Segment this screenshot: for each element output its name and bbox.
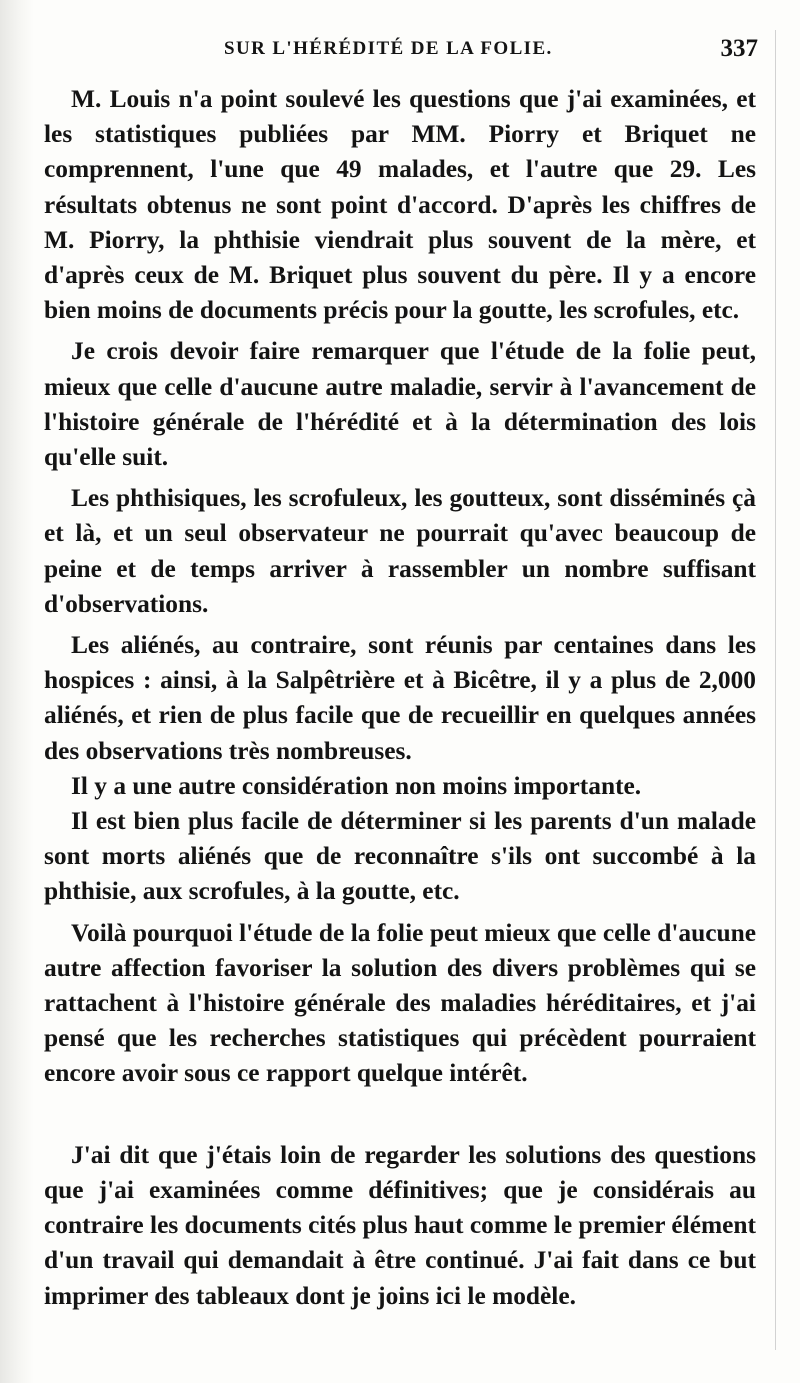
- paragraph: M. Louis n'a point soulevé les questions que j'ai examinées, et les statistiques publiées par MM. Piorry et Briquet ne comprennent, l'une que 49 malades, et l'autre que 29. Les résultats obtenus ne sont point d'accord. D'après les chiffres de M. Piorry, la phthisie viendrait plus souvent de la mère, et d'après ceux de M. Briquet plus souvent du père. Il y a encore bien moins de documents précis pour la goutte, les scrofules, etc.: [44, 85, 756, 325]
- paragraph: Je crois devoir faire remarquer que l'étude de la folie peut, mieux que celle d'aucune autre maladie, servir à l'avancement de l'histoire générale de l'hérédité et à la détermination des lois qu'elle suit.: [44, 337, 756, 472]
- paragraph: Voilà pourquoi l'étude de la folie peut mieux que celle d'aucune autre affection favoriser la solution des divers problèmes qui se rattachent à l'histoire générale des maladies héréditaires, et j'ai pensé que les recherches statistiques qui précèdent pourraient encore avoir sous ce rapport quelque intérêt.: [44, 918, 756, 1088]
- paragraph: Il est bien plus facile de déterminer si les parents d'un malade sont morts aliénés que de reconnaître s'ils ont succombé à la phthisie, aux scrofules, à la goutte, etc.: [44, 807, 756, 906]
- page-edge-line: [775, 30, 776, 1350]
- paragraph: J'ai dit que j'étais loin de regarder les solutions des questions que j'ai examinées comme définitives; que je considérais au contraire les documents cités plus haut comme le premier élément d'un travail qui demandait à être continué. J'ai fait dans ce but imprimer des tableaux dont je joins ici le modèle.: [44, 1140, 756, 1310]
- running-head: [0, 35, 800, 68]
- paragraph: Les phthisiques, les scrofuleux, les goutteux, sont disséminés çà et là, et un seul observateur ne pourrait qu'avec beaucoup de peine et de temps arriver à rassembler un nombre suffisant d'observations.: [44, 484, 756, 618]
- page-gutter-shadow: [0, 0, 34, 1383]
- paragraph: Les aliénés, au contraire, sont réunis par centaines dans les hospices : ainsi, à la Salpêtrière et à Bicêtre, il y a plus de 2,000 aliénés, et rien de plus facile que de recueillir en quelques années des observations très nombreuses.: [44, 631, 756, 765]
- running-title: SUR L'HÉRÉDITÉ DE LA FOLIE.: [224, 38, 553, 59]
- page-number: 337: [720, 35, 758, 62]
- paragraph: Il y a une autre considération non moins importante.: [71, 771, 642, 800]
- body-text: [44, 82, 756, 1314]
